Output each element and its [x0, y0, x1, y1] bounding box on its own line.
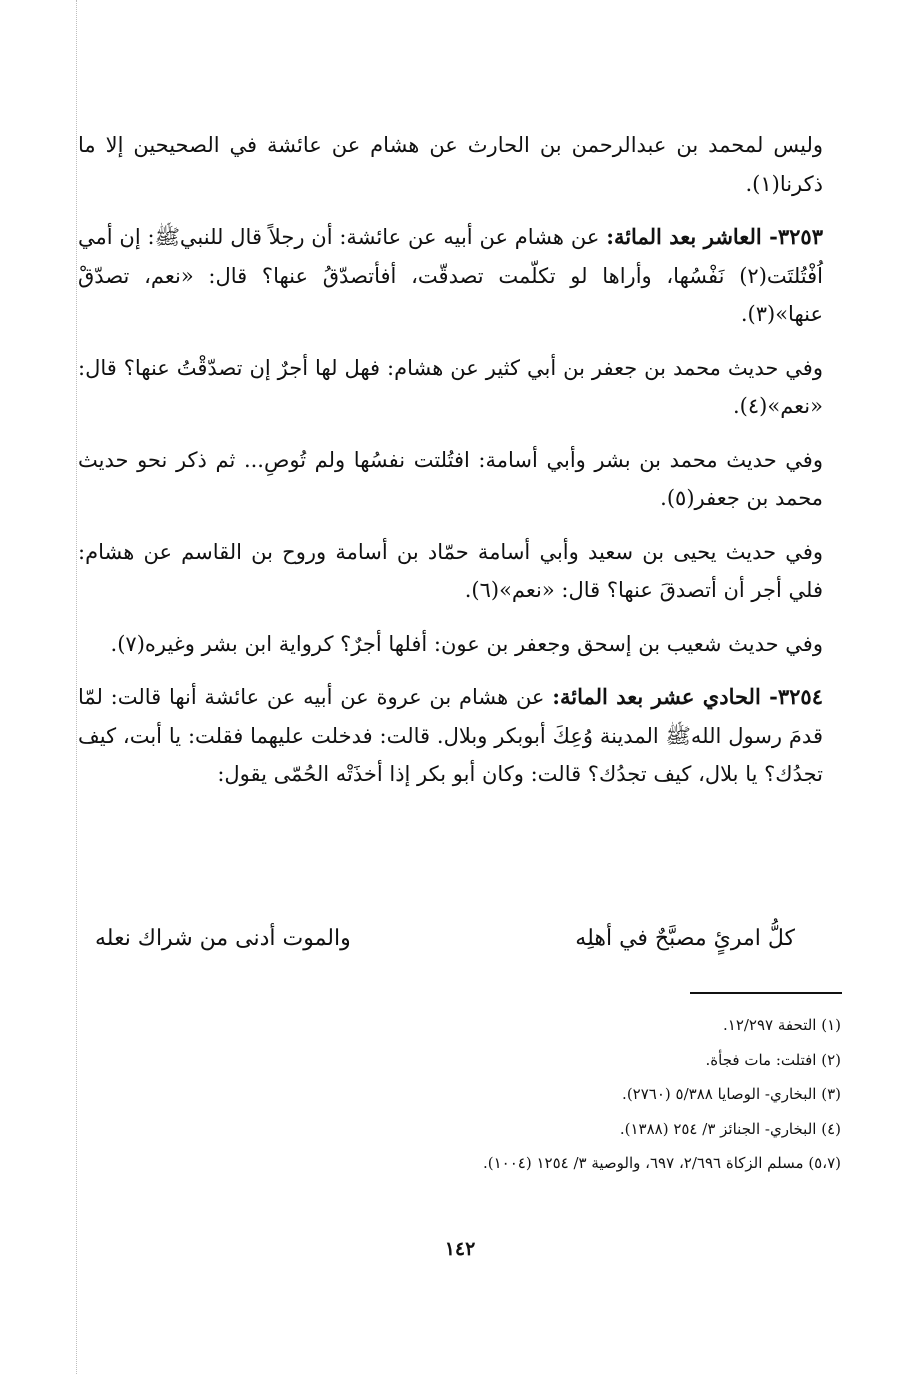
- hadith-number: ٣٢٥٣- العاشر بعد المائة:: [606, 224, 823, 249]
- footnote-divider: [690, 992, 842, 994]
- footnote-3: (٣) البخاري- الوصايا ٥/٣٨٨ (٢٧٦٠).: [622, 1085, 841, 1103]
- paragraph-text: وفي حديث محمد بن بشر وأبي أسامة: افتُلتت نفسُها ولم تُوصِ... ثم ذكر نحو حديث محمد بن جعفر(٥).: [78, 447, 823, 510]
- paragraph-variant-shuayb: [78, 625, 823, 664]
- hadith-number: ٣٢٥٤- الحادي عشر بعد المائة:: [552, 684, 823, 709]
- paragraph-text: وليس لمحمد بن عبدالرحمن بن الحارث عن هشام عن عائشة في الصحيحين إلا ما ذكرنا(١).: [78, 133, 823, 196]
- poem-verse: [95, 918, 795, 962]
- paragraph-text: وفي حديث يحيى بن سعيد وأبي أسامة حمّاد بن أسامة وروح بن القاسم عن هشام: فلي أجر أن أتصدقَ عنها؟ قال: «نعم»(٦).: [78, 539, 823, 602]
- paragraph-intro: [78, 126, 823, 203]
- paragraph-hadith-3254: [78, 678, 823, 794]
- footnote-4: (٤) البخاري- الجنائز ٣/ ٢٥٤ (١٣٨٨).: [619, 1119, 841, 1138]
- poem-first-hemistich: كلُّ امرئٍ مصبَّحٌ في أهلِه: [575, 926, 795, 951]
- paragraph-variant-bishr: [78, 441, 823, 518]
- paragraph-text: وفي حديث شعيب بن إسحق وجعفر بن عون: أفلها أجرٌ؟ كرواية ابن بشر وغيره(٧).: [110, 631, 823, 656]
- footnotes: [300, 1008, 841, 1181]
- paragraph-text: عن هشام بن عروة عن أبيه عن عائشة أنها قالت: لمّا قدمَ رسول اللهﷺ المدينة وُعِكَ أبوبكر وبلال. قالت: فدخلت عليهما فقلت: يا أبت، كيف تجدُك؟ يا بلال، كيف تجدُك؟ قالت: وكان أبو بكر إذا أخذَتْه الحُمّى يقول:: [78, 685, 823, 786]
- footnote-5-7: (٥،٧) مسلم الزكاة ٢/٦٩٦، ٦٩٧، والوصية ٣/ ١٢٥٤ (١٠٠٤).: [482, 1154, 841, 1172]
- scan-fold-line: [76, 0, 77, 1374]
- paragraph-text: عن هشام عن أبيه عن عائشة: أن رجلاً قال للنبيﷺ: إن أمي اُفْتُلتَت(٢) نَفْسُها، وأراها لو تكلّمت تصدقّت، أفأتصدّقُ عنها؟ قال: «نعم، تصدّقْ عنها»(٣).: [78, 225, 823, 326]
- footnote-1: (١) التحفة ١٢/٢٩٧.: [722, 1016, 841, 1034]
- paragraph-variant-jafar: [78, 349, 823, 426]
- paragraph-variant-yahya: [78, 533, 823, 610]
- paragraph-text: وفي حديث محمد بن جعفر بن أبي كثير عن هشام: فهل لها أجرٌ إن تصدّقْتُ عنها؟ قال: «نعم»(٤).: [78, 355, 823, 418]
- footnote-2: (٢) افتلت: مات فجأة.: [705, 1050, 841, 1069]
- main-text: [78, 126, 823, 809]
- poem-second-hemistich: والموت أدنى من شراك نعله: [95, 926, 351, 951]
- page-number: ١٤٢: [444, 1238, 476, 1260]
- paragraph-hadith-3253: [78, 218, 823, 334]
